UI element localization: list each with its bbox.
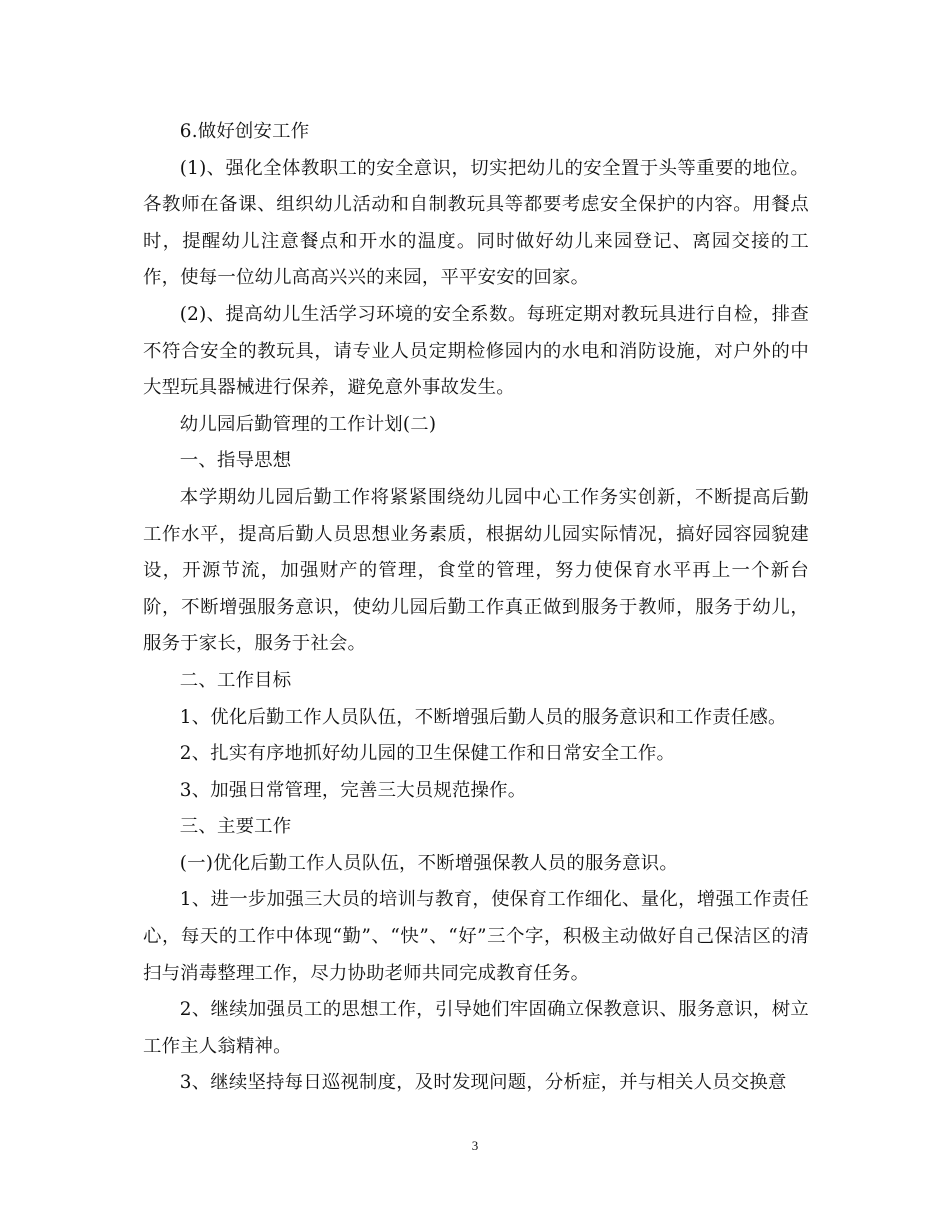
goal-item-2: 2、扎实有序地抓好幼儿园的卫生保健工作和日常安全工作。 <box>179 743 676 765</box>
goal-item-1: 1、优化后勤工作人员队伍，不断增强后勤人员的服务意识和工作责任感。 <box>179 706 787 728</box>
heading-main-work: 三、主要工作 <box>179 816 292 838</box>
page-body <box>143 114 809 1102</box>
paragraph-guiding-ideology: 本学期幼儿园后勤工作将紧紧围绕幼儿园中心工作务实创新，不断提高后勤工作水平，提高后勤人员思想业务素质，根据幼儿园实际情况，搞好园容园貌建设，开源节流，加强财产的管理，食堂的管理，努力使保育水平再上一个新台阶，不断增强服务意识，使幼儿园后勤工作真正做到服务于教师，服务于幼儿，服务于家长，服务于社会。 <box>143 486 809 655</box>
work-item-2: 2、继续加强员工的思想工作，引导她们牢固确立保教意识、服务意识，树立工作主人翁精神。 <box>143 999 809 1057</box>
paragraph-safety-awareness: (1)、强化全体教职工的安全意识，切实把幼儿的安全置于头等重要的地位。各教师在备课、组织幼儿活动和自制教玩具等都要考虑安全保护的内容。用餐点时，提醒幼儿注意餐点和开水的温度。同时做好幼儿来园登记、离园交接的工作，使每一位幼儿高高兴兴的来园，平平安安的回家。 <box>143 157 809 289</box>
heading-guiding-ideology: 一、指导思想 <box>179 450 292 472</box>
paragraph-safety-environment: (2)、提高幼儿生活学习环境的安全系数。每班定期对教玩具进行自检，排查不符合安全的教玩具，请专业人员定期检修园内的水电和消防设施，对户外的中大型玩具器械进行保养，避免意外事故发生。 <box>143 303 809 399</box>
heading-work-goals: 二、工作目标 <box>179 669 292 691</box>
subheading-optimize-staff: (一)优化后勤工作人员队伍，不断增强保教人员的服务意识。 <box>179 852 678 874</box>
paragraph-safety-heading: 6.做好创安工作 <box>179 121 310 142</box>
section-title-plan-two: 幼儿园后勤管理的工作计划(二) <box>179 413 437 435</box>
work-item-3: 3、继续坚持每日巡视制度，及时发现问题，分析症，并与相关人员交换意 <box>179 1072 787 1094</box>
page-number: 3 <box>471 1138 479 1153</box>
goal-item-3: 3、加强日常管理，完善三大员规范操作。 <box>179 779 527 801</box>
work-item-1: 1、进一步加强三大员的培训与教育，使保育工作细化、量化，增强工作责任心，每天的工作中体现“勤”、“快”、“好”三个字，积极主动做好自己保洁区的清扫与消毒整理工作，尽力协助老师共同完成教育任务。 <box>143 889 809 984</box>
